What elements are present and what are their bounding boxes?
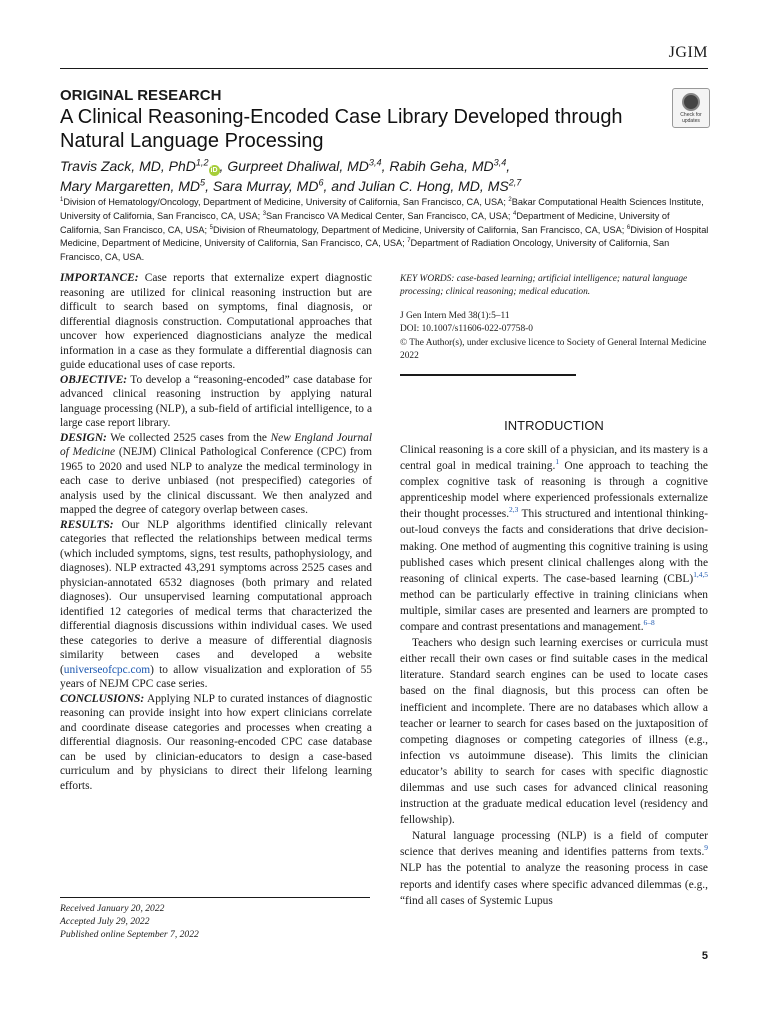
abstract-label: DESIGN: [60,431,107,444]
abstract-results [60,518,372,692]
check-for-updates-label: Check for updates [680,112,702,124]
journal-name: JGIM [668,44,708,61]
citation-block [400,310,708,363]
abstract-text: We collected 2525 cases from the [106,431,271,444]
author-name: Julian C. Hong, MD, MS [358,178,509,194]
affil-text: Department of Radiation Oncology, University of California, San Francisco, CA, USA. [60,238,670,263]
section-label: ORIGINAL RESEARCH [60,87,222,104]
author-name: Mary Margaretten, MD [60,178,201,194]
affil-text: Division of Hospital Medicine, Department of Medicine, University of California, San Francisco, CA, USA; [60,224,709,249]
author-affil-sup: 3,4 [493,157,507,168]
abstract-conclusions [60,692,372,794]
doi[interactable]: DOI: 10.1007/s11606-022-07758-0 [400,324,533,335]
website-link[interactable]: universeofcpc.com [63,663,151,676]
author-name: Sara Murray, MD [212,178,319,194]
abstract-text: Applying NLP to curated instances of diagnostic reasoning can provide insight into how expert clinicians correlate and coordinate disease categories and processes when creating a differential diagnosis. Our reasoning-encoded CPC case database can be used by clinician-educators to design a case-based curriculum and by physicians to direct their lifelong learning efforts. [60,692,372,792]
keywords-label: KEY WORDS: [400,274,455,284]
article-dates [60,902,199,941]
affil-number: 3 [262,210,267,217]
author-name: Rabih Geha, MD [389,158,494,174]
abstract-importance [60,271,372,373]
author-name: Travis Zack, MD, PhD [60,158,196,174]
author-separator: , and [323,178,359,194]
affil-text: Division of Rheumatology, Department of Medicine, University of California, San Francisco, CA, USA; [212,224,627,235]
abstract-text: ) to allow visualization and exploration of 55 years of NEJM CPC case series. [60,663,372,690]
author-affil-sup: 2,7 [508,177,522,188]
introduction-heading: INTRODUCTION [504,418,604,433]
accepted-date: Accepted July 29, 2022 [60,916,150,927]
header-rule [60,68,708,69]
article-title: A Clinical Reasoning-Encoded Case Library Developed through Natural Language Processing [60,106,623,152]
received-date: Received January 20, 2022 [60,903,165,914]
intro-text: NLP has the potential to analyze the reasoning process in case reports and identify cases where specific advanced dilemmas (e.g., “find all cases of Systemic Lupus [400,862,708,907]
abstract-objective [60,373,372,431]
journal-italic: New England Journal of Medicine [60,431,373,458]
intro-paragraph [400,828,708,908]
abstract [60,271,372,793]
author-separator: , [381,158,390,174]
abstract-label: CONCLUSIONS: [60,692,145,705]
orcid-icon[interactable]: iD [210,167,218,174]
affil-number: 4 [513,210,517,217]
abstract-label: IMPORTANCE: [60,272,139,284]
intro-text: method can be particularly effective in training clinicians when multiple, similar cases are presented and learners are prompted to compare and contrast presentations and management. [400,588,708,634]
affil-number: 6 [626,224,631,231]
author-separator: , [219,158,228,174]
introduction-body [400,442,708,909]
intro-paragraph: Teachers who design such learning exercises or curricula must either recall their own cases or find suitable cases in the medical literature. Standard search engines can be used to locate cases based on the final diagnosis, but this process can often be inefficient and incomplete. There are no databases which allow a teacher or learner to search for cases based on the juxtaposition of competing diagnoses or competing categories of illness (e.g., infection vs autoimmune disease). This limits the clinician educator’s ability to search for cases with specific diagnostic dilemmas and use such cases for advanced clinical reasoning instruction at the graduate medical education level (residency and fellowship). [400,637,708,827]
author-separator: , [205,178,213,194]
abstract-label: OBJECTIVE: [60,373,128,386]
abstract-label: RESULTS: [60,518,114,531]
keywords-text: case-based learning; artificial intelligence; natural language processing; clinical reasoning; medical education. [400,274,688,297]
reference-link[interactable]: 1,4,5 [693,569,708,579]
author-name: Gurpreet Dhaliwal, MD [227,158,369,174]
intro-text: Natural language processing (NLP) is a field of computer science that derives meaning and identifies patterns from texts. [400,830,708,859]
sidebar-rule [400,374,576,376]
abstract-text: To develop a “reasoning-encoded” case database for advanced clinical reasoning instruction by applying natural language processing (NLP), a sub-field of artificial intelligence, to a large case report library. [60,373,372,429]
affil-number: 1 [60,196,64,203]
reference-link[interactable]: 6–8 [643,618,655,628]
reference-link[interactable]: 9 [704,843,708,853]
author-affil-sup: 1,2 [195,157,209,168]
affil-text: Department of Medicine, University of California, San Francisco, CA, USA; [60,210,670,235]
affil-number: 7 [407,238,411,245]
author-affil-sup: 6 [318,177,324,188]
published-date: Published online September 7, 2022 [60,929,199,940]
page-number: 5 [701,950,708,962]
keywords [400,273,708,299]
affil-text: Division of Hematology/Oncology, Department of Medicine, University of California, San Francisco, CA, USA; [63,197,509,207]
check-for-updates-badge[interactable] [672,88,710,128]
intro-text: This structured and intentional thinking-out-loud conveys the facts and considerations that drive decision-making. One method of augmenting this cognitive training is using published cases which present clinical challenges along with the reasoning of clinical experts. The case-based learning (CBL) [400,508,708,585]
author-separator: , [506,158,511,174]
abstract-text: Our NLP algorithms identified clinically relevant categories that reflected the relationships between medical terms (which included symptoms, signs, test results, pathophysiology, and diagnoses). NLP extracted 43,291 symptoms across 2525 cases and physician-annotated 6532 diagnoses (both primary and related diagnoses). Our unsupervised learning computational approach identified 12 categories of medical terms that characterized the differential diagnosis discussions within individual cases. We used these categories to derive a measure of differential diagnosis similarity between cases and developed a website ( [60,518,372,676]
abstract-design [60,431,372,518]
copyright: © The Author(s), under exclusive licence to Society of General Internal Medicine 2022 [400,337,707,361]
intro-text: Clinical reasoning is a core skill of a physician, and its mastery is a central goal in medical training. [400,444,708,473]
reference-link[interactable]: 2,3 [509,505,519,515]
affil-number: 5 [209,224,213,231]
affiliations [60,196,712,265]
affil-text: Bakar Computational Health Sciences Institute, University of California, San Francisco, CA, USA; [60,197,704,221]
dates-rule [60,897,370,898]
author-list [60,156,720,196]
affil-text: San Francisco VA Medical Center, San Francisco, CA, USA; [266,210,514,221]
check-for-updates-icon [682,93,700,111]
author-affil-sup: 5 [200,177,206,188]
reference-link[interactable]: 1 [555,457,560,467]
abstract-text: (NEJM) Clinical Pathological Conference (CPC) from 1965 to 2020 and used NLP to analyze the medical terminology in each case to derive unbiased (not prespecified) categories of analysis used by the clinical discussant. We then analyzed and mapped the degree of category overlap between cases. [60,446,372,516]
intro-text: One approach to teaching the complex cognitive task of reasoning is through a cognitive apprenticeship model where experienced professionals externalize their thought processes. [400,460,708,521]
author-affil-sup: 3,4 [368,157,382,168]
abstract-text: Case reports that externalize expert diagnostic reasoning are utilized for clinical reasoning instruction but are difficult to search based on symptoms, final diagnosis, or differential diagnosis construction. Computational approaches that uncover how experienced diagnosticians analyze the medical information in a case as they formulate a differential diagnosis can guide educational uses of case reports. [60,272,372,371]
affil-number: 2 [508,196,512,203]
journal-citation: J Gen Intern Med 38(1):5–11 [400,311,510,321]
intro-paragraph [400,442,708,635]
